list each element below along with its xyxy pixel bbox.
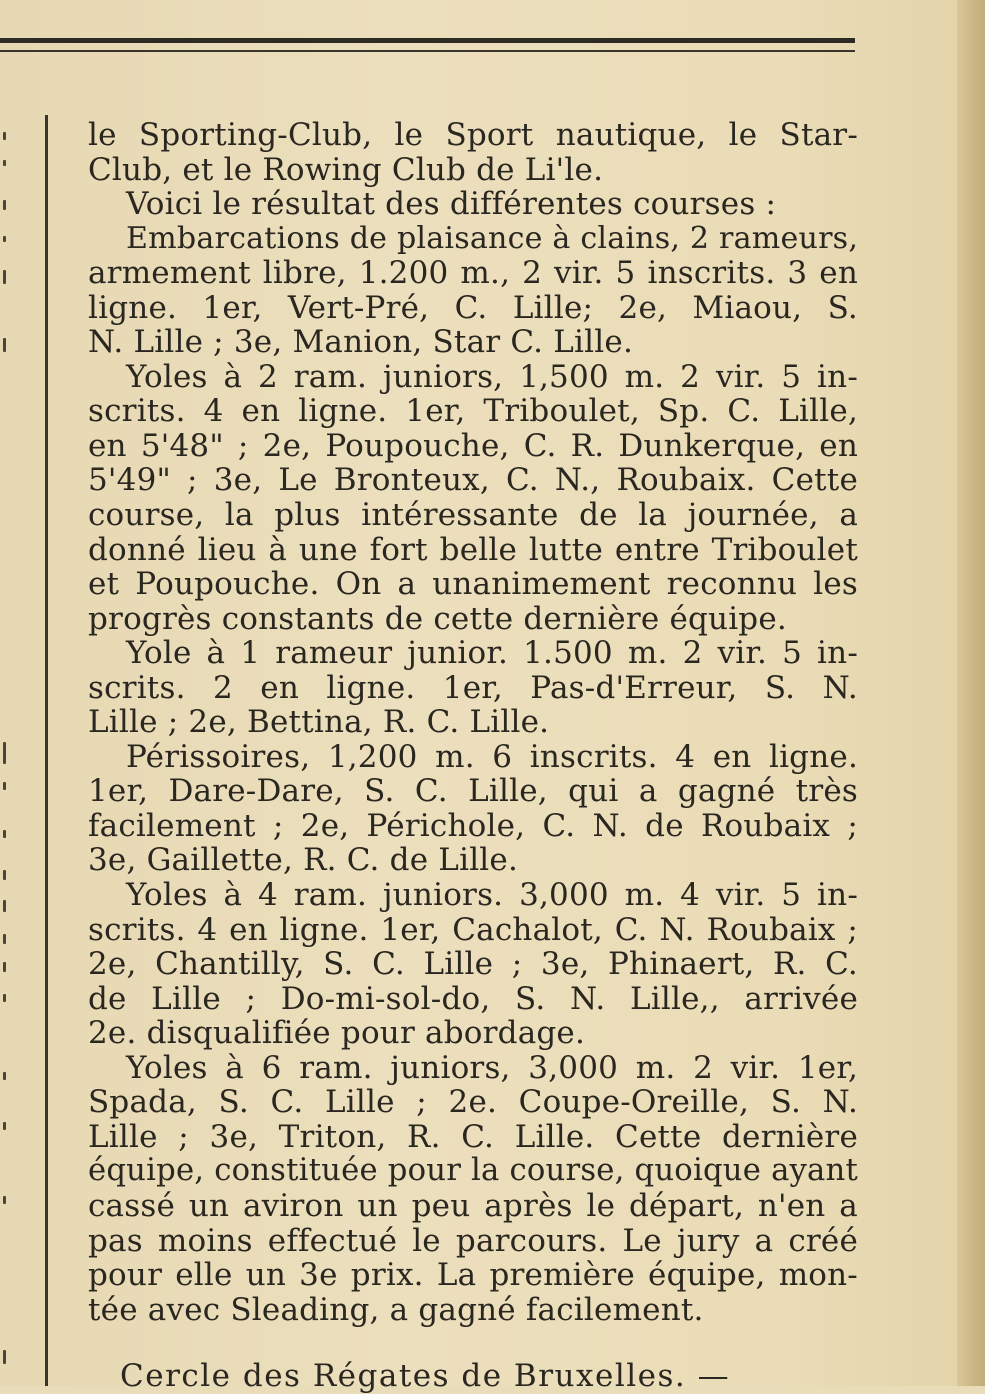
text-line: Lille ; 2e, Bettina, R. C. Lille. [88,704,550,741]
text-line: 2e. disqualifiée pour abordage. [88,1015,586,1052]
text-line: Yoles à 4 ram. juniors. 3,000 m. 4 vir. 5 in- [126,877,858,914]
text-line: scrits. 4 en ligne. 1er, Triboulet, Sp. C. Lille, [88,393,858,430]
text-line: de Lille ; Do-mi-sol-do, S. N. Lille,, arrivée [88,980,858,1017]
text-line: donné lieu à une fort belle lutte entre Triboulet [88,531,858,568]
text-line: le Sporting-Club, le Sport nautique, le Star- [88,117,858,153]
text-line: facilement ; 2e, Périchole, C. N. de Roubaix ; [88,807,858,844]
text-line: 2e, Chantilly, S. C. Lille ; 3e, Phinaert, R. C. [88,946,858,983]
text-line: Spada, S. C. Lille ; 2e. Coupe-Oreille, S. N. [88,1084,858,1121]
adjacent-column-edge [0,0,14,1386]
text-line: en 5'48" ; 2e, Poupouche, C. R. Dunkerque, en [88,427,858,464]
column-divider-rule [45,115,48,1386]
text-line: Yoles à 6 ram. juniors, 3,000 m. 2 vir. 1er, [126,1049,858,1086]
text-line: 1er, Dare-Dare, S. C. Lille, qui a gagné très [88,773,858,810]
page-gutter-shadow [957,0,985,1386]
text-line: Voici le résultat des différentes courses : [126,186,777,223]
text-line: 3e, Gaillette, R. C. de Lille. [88,842,519,879]
top-rule-thin [0,50,855,52]
text-line: armement libre, 1.200 m., 2 vir. 5 inscrits. 3 en [88,255,858,292]
text-line: ligne. 1er, Vert-Pré, C. Lille; 2e, Miaou, S. [88,289,858,326]
text-line: course, la plus intéressante de la journée, a [88,497,858,534]
article-text-column [88,118,858,1327]
text-line: pas moins effectué le parcours. Le jury a créé [88,1222,858,1259]
text-line: N. Lille ; 3e, Manion, Star C. Lille. [88,324,633,361]
text-line: Périssoires, 1,200 m. 6 inscrits. 4 en ligne. [126,738,858,775]
text-line: Embarcations de plaisance à clains, 2 rameurs, [126,220,859,256]
text-line: équipe, constituée pour la course, quoique ayant [88,1153,858,1189]
text-line: tée avec Sleading, a gagné facilement. [88,1291,704,1328]
text-line: 5'49" ; 3e, Le Bronteux, C. N., Roubaix. Cette [88,462,858,499]
text-line: et Poupouche. On a unanimement reconnu les [88,566,858,603]
text-line: Yoles à 2 ram. juniors, 1,500 m. 2 vir. 5 in- [126,358,858,395]
text-line: scrits. 2 en ligne. 1er, Pas-d'Erreur, S. N. [88,669,858,706]
text-line: pour elle un 3e prix. La première équipe, mon- [88,1257,858,1294]
text-line: scrits. 4 en ligne. 1er, Cachalot, C. N. Roubaix ; [88,911,858,948]
text-line: Club, et le Rowing Club de Li'le. [88,151,604,188]
text-line: Lille ; 3e, Triton, R. C. Lille. Cette dernière [88,1118,858,1155]
text-line: Yole à 1 rameur junior. 1.500 m. 2 vir. 5 in- [126,635,858,672]
next-section-heading: Cercle des Régates de Bruxelles. — [120,1358,731,1394]
text-line: cassé un aviron un peu après le départ, n'en a [88,1187,858,1224]
text-line: progrès constants de cette dernière équipe. [88,600,787,637]
top-rule-thick [0,38,855,43]
